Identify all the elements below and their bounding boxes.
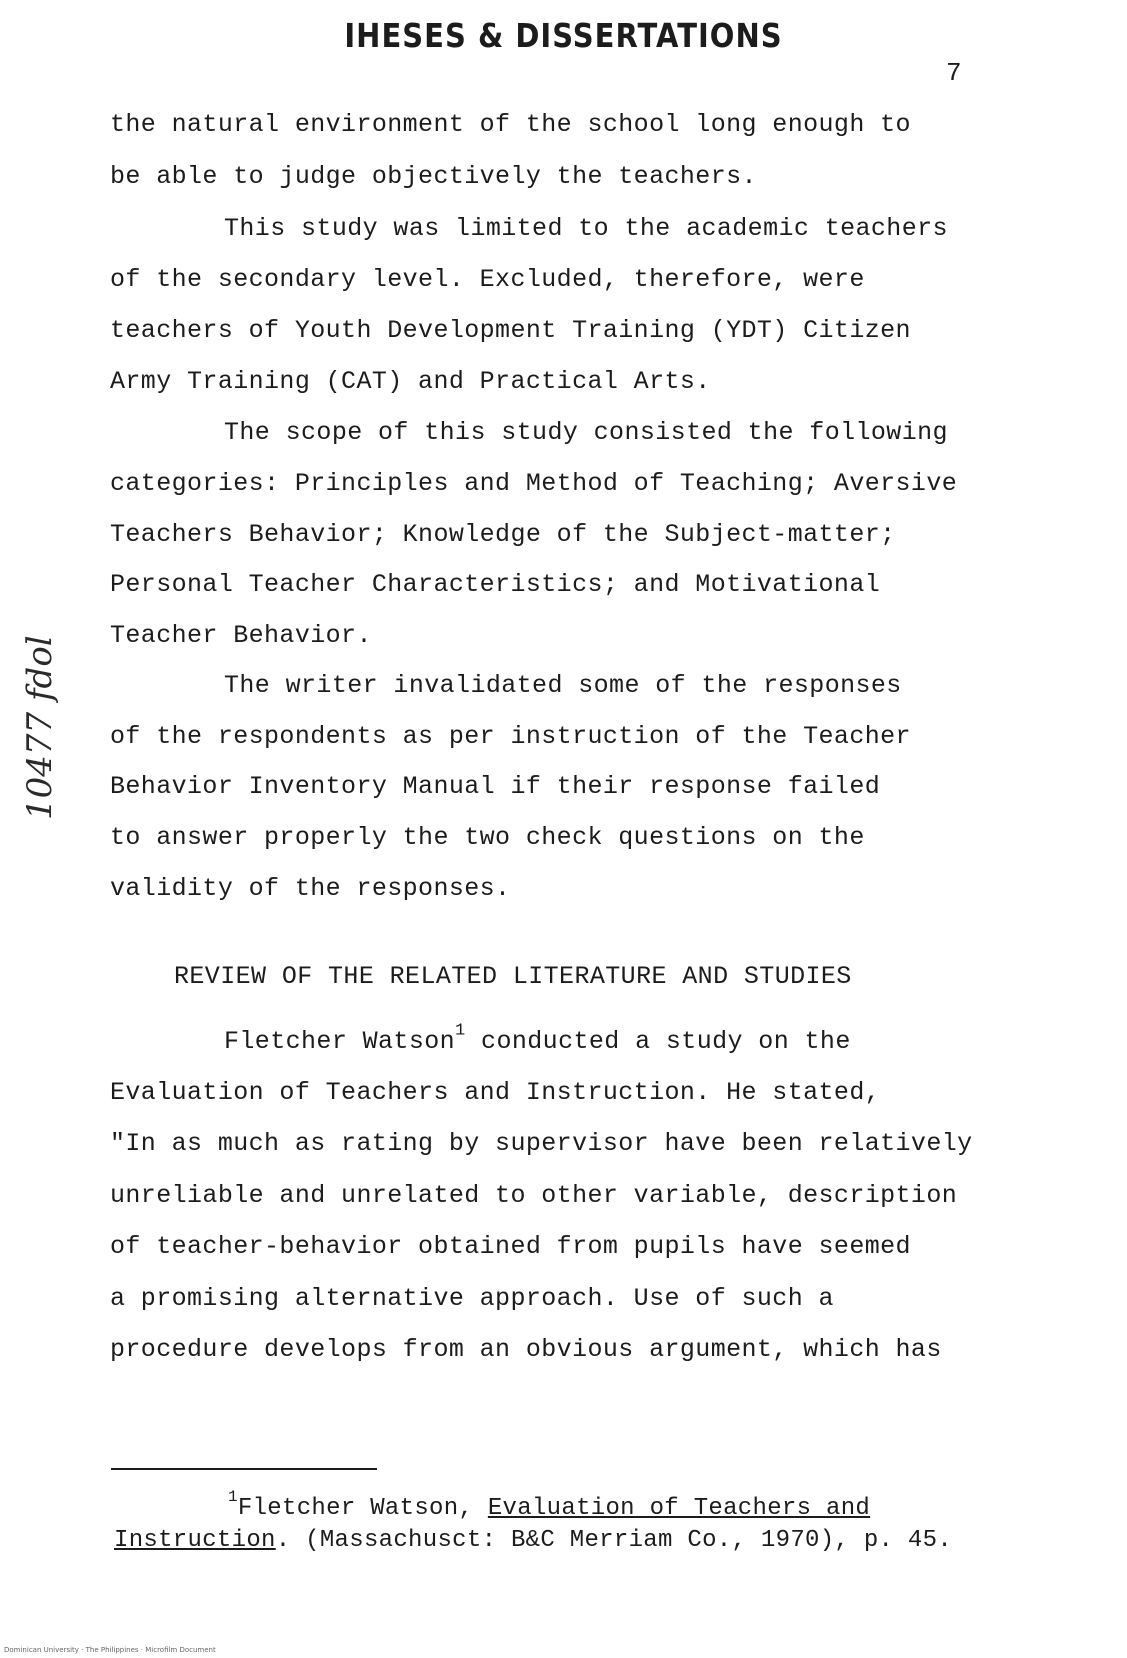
- review-line: Evaluation of Teachers and Instruction. He stated,: [110, 1078, 881, 1107]
- body-line: to answer properly the two check questions on the: [110, 823, 865, 852]
- handwritten-margin-note: 10477 fdol: [20, 635, 60, 820]
- review-line: "In as much as rating by supervisor have been relatively: [110, 1129, 973, 1158]
- theses-stamp: IHESES & DISSERTATIONS: [344, 16, 783, 56]
- review-first-line-rest: conducted a study on the: [465, 1027, 851, 1056]
- body-line: be able to judge objectively the teachers.: [110, 162, 757, 191]
- footnote-line-2: [114, 1527, 952, 1554]
- body-line: Personal Teacher Characteristics; and Motivational: [110, 570, 881, 599]
- footnote-author: Fletcher Watson,: [237, 1495, 488, 1522]
- footnote-publication: . (Massachusct: B&C Merriam Co., 1970), p. 45.: [275, 1527, 953, 1554]
- body-line: of the secondary level. Excluded, therefore, were: [110, 265, 865, 294]
- footnote-title-cont: Instruction: [114, 1527, 276, 1554]
- review-line: unreliable and unrelated to other variable, description: [110, 1181, 958, 1210]
- footnote-divider: [111, 1468, 377, 1470]
- body-line: categories: Principles and Method of Teaching; Aversive: [110, 469, 958, 498]
- review-line: a promising alternative approach. Use of such a: [110, 1284, 834, 1313]
- review-author: Fletcher Watson: [224, 1027, 456, 1056]
- footnote-line-1: [228, 1488, 871, 1522]
- body-line: Teacher Behavior.: [110, 621, 372, 650]
- body-line: The writer invalidated some of the responses: [224, 671, 902, 700]
- body-line: validity of the responses.: [110, 874, 511, 903]
- body-line: teachers of Youth Development Training (YDT) Citizen: [110, 316, 911, 345]
- footnote-marker: 1: [228, 1488, 238, 1507]
- body-line: Army Training (CAT) and Practical Arts.: [110, 367, 711, 396]
- footnote-title: Evaluation of Teachers and: [487, 1495, 871, 1522]
- footnote-reference: 1: [455, 1021, 466, 1041]
- page-number: 7: [946, 58, 962, 88]
- review-line: procedure develops from an obvious argument, which has: [110, 1335, 942, 1364]
- body-line: of the respondents as per instruction of the Teacher: [110, 722, 911, 751]
- body-line: Teachers Behavior; Knowledge of the Subject-matter;: [110, 520, 896, 549]
- review-line: of teacher-behavior obtained from pupils have seemed: [110, 1232, 911, 1261]
- body-line: the natural environment of the school long enough to: [110, 110, 911, 139]
- body-line: The scope of this study consisted the following: [224, 418, 948, 447]
- scan-fine-print: Dominican University · The Philippines · Microfilm Document: [4, 1646, 216, 1654]
- body-line: This study was limited to the academic teachers: [224, 214, 948, 243]
- body-line: Behavior Inventory Manual if their response failed: [110, 772, 881, 801]
- section-heading: REVIEW OF THE RELATED LITERATURE AND STUDIES: [174, 962, 852, 991]
- review-first-line: [224, 1021, 851, 1056]
